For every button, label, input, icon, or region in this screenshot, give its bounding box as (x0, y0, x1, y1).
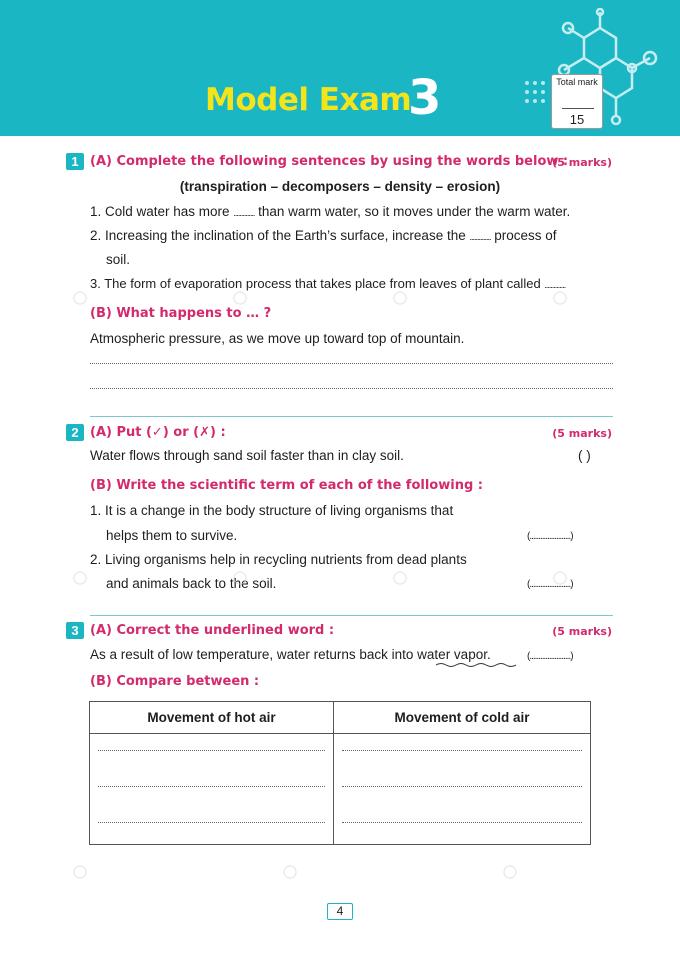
section-divider (90, 615, 613, 616)
exam-number: 3 (408, 70, 442, 126)
section-divider (90, 416, 613, 417)
term-1-line-1: 1. It is a change in the body structure of living organisms that (90, 503, 454, 518)
compare-table (89, 701, 591, 845)
section-1b-question: Atmospheric pressure, as we move up toward top of mountain. (90, 331, 465, 346)
answer-line[interactable] (90, 363, 613, 364)
section-3a-text: As a result of low temperature, water returns back into (90, 647, 414, 662)
underline-mark (436, 662, 516, 668)
question-1-2-text-end: process of (494, 228, 557, 243)
term-2-line-1: 2. Living organisms help in recycling nutrients from dead plants (90, 552, 467, 567)
underlined-word: water vapor (417, 647, 487, 662)
answer-line[interactable] (98, 822, 325, 844)
question-1-1-text-end: than warm water, so it moves under the warm water. (258, 204, 571, 219)
term-1-line-2: helps them to survive. (106, 528, 238, 543)
section-3a-text-end: . (486, 647, 491, 662)
table-header-cold-air: Movement of cold air (334, 702, 591, 734)
section-2b-title: (B) Write the scientific term of each of the following : (90, 478, 483, 493)
section-2a-marks: (5 marks) (552, 427, 612, 440)
question-1-3-text: 3. The form of evaporation process that takes place from leaves of plant called (90, 276, 541, 291)
section-1-number: 1 (66, 153, 84, 170)
question-1-2-continued: soil. (106, 252, 131, 267)
section-3b-title: (B) Compare between : (90, 674, 260, 689)
answer-line[interactable] (342, 750, 582, 772)
blank-field[interactable]: .............. (469, 232, 491, 242)
section-3a-statement (90, 647, 491, 662)
exam-title: Model Exam (205, 82, 412, 118)
section-3a-marks: (5 marks) (552, 625, 612, 638)
cold-air-answer-cell[interactable] (334, 734, 591, 845)
section-1b-title: (B) What happens to … ? (90, 306, 272, 321)
total-mark-label: Total mark (556, 77, 598, 87)
section-2a-title: (A) Put (✓) or (✗) : (90, 425, 226, 440)
term-2-answer[interactable]: (.......................) (527, 579, 573, 590)
blank-field[interactable]: .............. (233, 208, 255, 218)
question-1-1-text: 1. Cold water has more (90, 204, 230, 219)
total-mark-box (551, 74, 603, 129)
answer-line[interactable] (342, 786, 582, 808)
page-number: 4 (327, 903, 353, 920)
answer-line[interactable] (342, 822, 582, 844)
section-3-number: 3 (66, 622, 84, 639)
correction-answer[interactable]: (.......................) (527, 651, 573, 662)
header-banner (0, 0, 680, 136)
question-1-3 (90, 276, 565, 291)
question-1-1 (90, 204, 570, 219)
word-bank: (transpiration – decomposers – density – erosion) (179, 179, 501, 194)
answer-line[interactable] (90, 388, 613, 389)
term-2-line-2: and animals back to the soil. (106, 576, 277, 591)
answer-line[interactable] (98, 750, 325, 772)
check-answer-box[interactable]: ( ) (578, 448, 591, 463)
hot-air-answer-cell[interactable] (90, 734, 334, 845)
total-mark-value: 15 (569, 112, 585, 127)
question-1-2 (90, 228, 557, 243)
section-1a-marks: (5 marks) (552, 156, 612, 169)
total-mark-divider (562, 108, 594, 109)
section-1a-title: (A) Complete the following sentences by using the words below : (90, 154, 569, 169)
table-header-hot-air: Movement of hot air (90, 702, 334, 734)
section-3a-title: (A) Correct the underlined word : (90, 623, 335, 638)
question-1-2-text: 2. Increasing the inclination of the Earth’s surface, increase the (90, 228, 466, 243)
dots-decoration-icon (522, 78, 548, 114)
blank-field[interactable]: .............. (544, 280, 566, 290)
term-1-answer[interactable]: (.......................) (527, 531, 573, 542)
answer-line[interactable] (98, 786, 325, 808)
section-2a-statement: Water flows through sand soil faster than in clay soil. (90, 448, 404, 463)
section-2-number: 2 (66, 424, 84, 441)
